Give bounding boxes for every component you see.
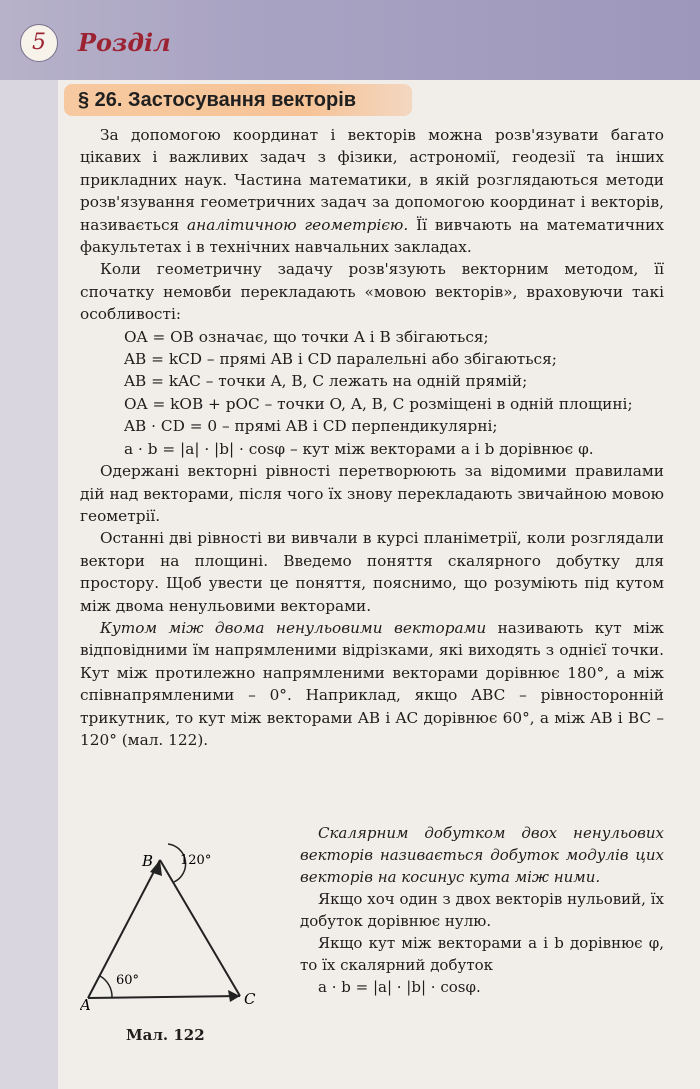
- point-label-c: C: [244, 990, 256, 1008]
- formula-line: a · b = |a| · |b| · cosφ.: [318, 978, 481, 996]
- formula-line: AB = kAC – точки A, B, C лежать на одній прямій;: [124, 372, 528, 391]
- angle-arc-a: [100, 976, 112, 998]
- triangle-figure: [80, 820, 280, 1050]
- point-label-b: B: [142, 852, 154, 870]
- paragraph: За допомогою координат і векторів можна розв'язувати багато цікавих і важливих задач з фізики, астрономії, геодезії та інших прикладних наук. Частина математики, в якій розглядаються методи розв'язування геометричних задач за допомогою координат і векторів, називається аналітичною геометрією. Її вивчають на математичних факультетах і в технічних навчальних закладах.: [80, 126, 664, 257]
- angle-label-b: 120°: [180, 853, 212, 868]
- formula-line: AB = kCD – прямі AB і CD паралельні або збігаються;: [124, 350, 557, 369]
- formula-line: AB · CD = 0 – прямі AB і CD перпендикулярні;: [124, 417, 498, 436]
- paragraph: Останні дві рівності ви вивчали в курсі планіметрії, коли розглядали вектори на площині. Введемо поняття скалярного добутку для простору. Щоб увести це поняття, пояснимо, що розуміють під кутом між двома ненульовими векторами.: [80, 529, 664, 615]
- side-bc: [160, 860, 240, 996]
- figure-caption: Мал. 122: [126, 1026, 205, 1044]
- definition-column: [300, 822, 664, 998]
- section-title: § 26. Застосування векторів: [64, 84, 412, 116]
- paragraph: Якщо кут між векторами a і b дорівнює φ, то їх скалярний добуток: [300, 934, 664, 974]
- page-margin: [0, 80, 58, 1089]
- definition-text: Скалярним добутком двох ненульових векторів називається добуток модулів цих векторів на косинус кута між ними.: [300, 824, 664, 886]
- chapter-word: Розділ: [78, 28, 171, 57]
- side-ac: [88, 996, 240, 998]
- formula-line: OA = OB означає, що точки A і B збігаються;: [124, 327, 489, 346]
- chapter-number-badge: 5: [20, 24, 58, 62]
- paragraph: Якщо хоч один з двох векторів нульовий, їх добуток дорівнює нулю.: [300, 890, 664, 930]
- formula-line: a · b = |a| · |b| · cosφ – кут між векторами a і b дорівнює φ.: [124, 439, 594, 458]
- formula-line: OA = kOB + pOC – точки O, A, B, C розміщені в одній площині;: [124, 394, 633, 413]
- paragraph: Одержані векторні рівності перетворюють за відомими правилами дій над векторами, після чого їх знову перекладають звичайною мовою геометрії.: [80, 462, 664, 525]
- paragraph: Коли геометричну задачу розв'язують векторним методом, її спочатку немовби перекладають «мовою векторів», враховуючи такі особливості:: [80, 260, 664, 324]
- angle-label-a: 60°: [116, 973, 140, 988]
- main-text: [80, 124, 664, 751]
- point-label-a: A: [80, 996, 91, 1014]
- paragraph: Кутом між двома ненульовими векторами називають кут між відповідними їм напрямленими відрізками, які виходять з однієї точки. Кут між протилежно напрямленими векторами дорівнює 180°, а між співнапрямленими – 0°. Наприклад, якщо ABC – рівносторонній трикутник, то кут між векторами AB і AC дорівнює 60°, а між AB і BC – 120° (мал. 122).: [80, 618, 664, 749]
